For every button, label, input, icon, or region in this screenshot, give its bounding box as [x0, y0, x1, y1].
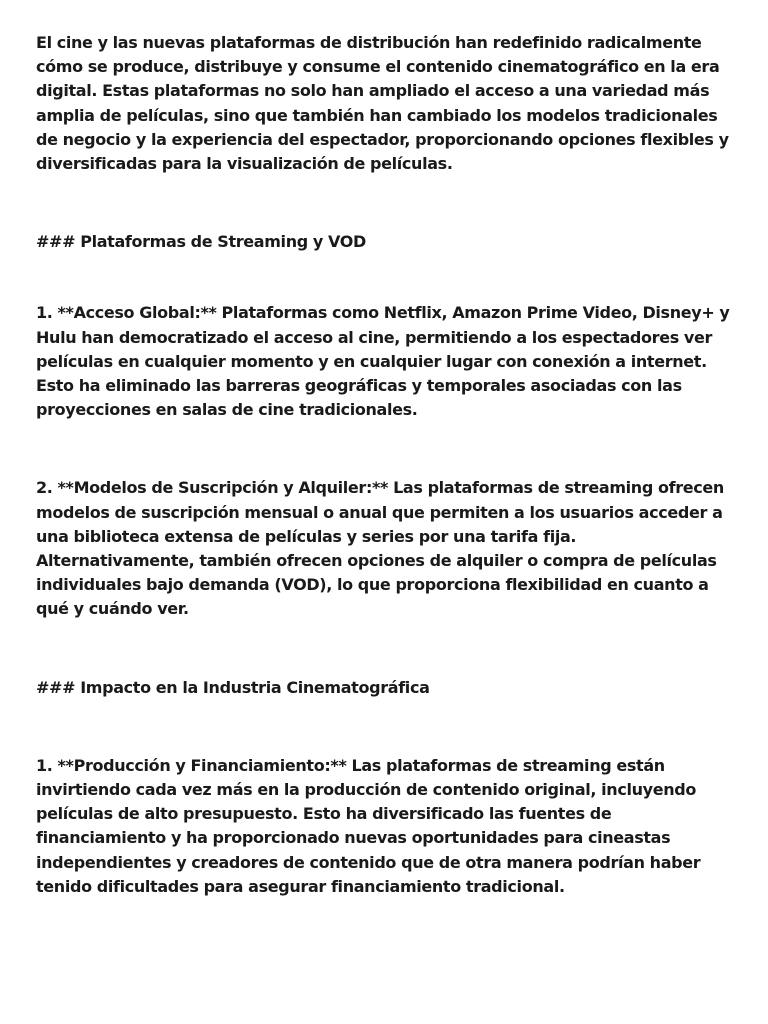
list-item-subscription-models: 2. **Modelos de Suscripción y Alquiler:** Las plataformas de streaming ofrecen modelos de suscripción mensual o anual que permiten a los usuarios acceder a una biblioteca extensa de películas y series por una tarifa fija. Alternativamente, también ofrecen opciones de alquiler o compra de películas individuales bajo demanda (VOD), lo que proporciona flexibilidad en cuanto a qué y cuándo ver. [36, 478, 724, 619]
list-item-production-financing: 1. **Producción y Financiamiento:** Las plataformas de streaming están invirtiendo cada vez más en la producción de contenido original, incluyendo películas de alto presupuesto. Esto ha diversificado las fuentes de financiamiento y ha proporcionado nuevas oportunidades para cineastas independientes y creadores de contenido que de otra manera podrían haber tenido dificultades para asegurar financiamiento tradicional. [36, 755, 701, 896]
section-heading-streaming: ### Plataformas de Streaming y VOD [36, 232, 366, 252]
list-item-global-access: 1. **Acceso Global:** Plataformas como Netflix, Amazon Prime Video, Disney+ y Hulu han democratizado el acceso al cine, permitiendo a los espectadores ver películas en cualquier momento y en cualquier lugar con conexión a internet. Esto ha eliminado las barreras geográficas y temporales asociadas con las proyecciones en salas de cine tradicionales. [36, 303, 730, 420]
intro-paragraph: El cine y las nuevas plataformas de distribución han redefinido radicalmente cómo se produce, distribuye y consume el contenido cinematográfico en la era digital. Estas plataformas no solo han ampliado el acceso a una variedad más amplia de películas, sino que también han cambiado los modelos tradicionales de negocio y la experiencia del espectador, proporcionando opciones flexibles y diversificadas para la visualización de películas. [36, 33, 729, 174]
document-page [36, 31, 736, 899]
section-heading-industry-impact: ### Impacto en la Industria Cinematográfica [36, 677, 430, 697]
